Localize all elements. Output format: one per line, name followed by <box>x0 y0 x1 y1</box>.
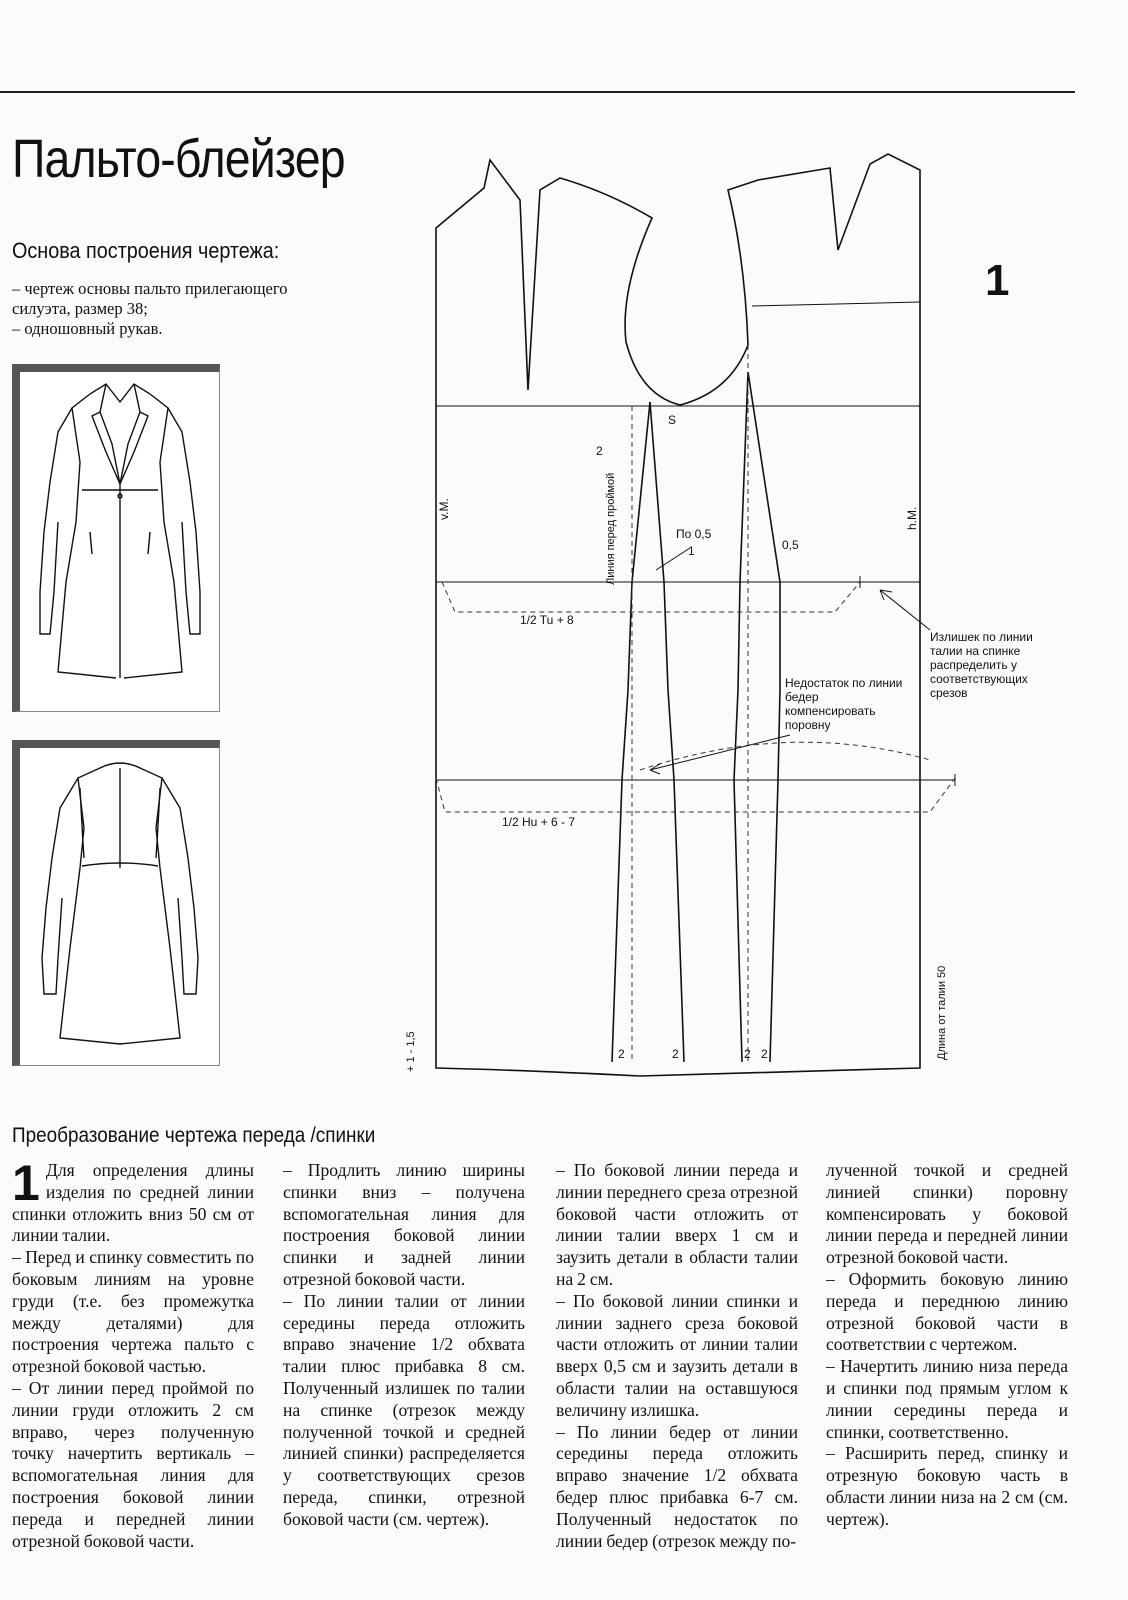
waist-dashed-line <box>442 582 860 612</box>
front-outline <box>436 154 920 1076</box>
shoulder-blade-line <box>752 302 920 306</box>
length-from-waist-label: Длина от талии 50 <box>936 965 948 1060</box>
hem-extension-label: + 1 - 1,5 <box>405 1031 417 1072</box>
paragraph: лученной точкой и средней линией спинки) поровну компенсировать у боковой линии переда и передней линии отрезной боковой части. <box>826 1160 1068 1268</box>
armhole-line-label: Линия перед проймой <box>605 472 617 585</box>
text-column-3 <box>556 1160 798 1600</box>
paragraph: – По боковой линии спинки и линии заднего среза боковой части отложить от линии талии вверх 0,5 см и заузить детали в области талии на оставшуюся величину излишка. <box>556 1290 798 1420</box>
side-panel-front-seam <box>650 402 684 1062</box>
offset-2-label: 2 <box>596 444 603 458</box>
waist-marker <box>860 576 920 588</box>
hip-dashed-line <box>436 778 955 812</box>
waist-excess-arrow <box>880 590 930 630</box>
paragraph: – По боковой линии переда и линии переднего среза отрезной боковой части отложить от линии талии вверх 1 см и заузить детали в области талии на 2 см. <box>556 1160 798 1289</box>
paragraph: – По линии бедер от линии середины переда отложить вправо значение 1/2 обхвата бедер плюс прибавка 6-7 см. Полученный недостаток по линии бедер (отрезок между по- <box>556 1421 798 1551</box>
half-05-label: 0,5 <box>782 538 799 552</box>
paragraph: – Перед и спинку совместить по боковым линиям на уровне груди (т.е. без промежутка между деталями) для построения чертежа пальто с отрезной боковой частью. <box>12 1247 254 1377</box>
center-front-label: v.M. <box>437 498 451 520</box>
paragraph: – Расширить перед, спинку и отрезную боковую часть в области линии низа на 2 см (см. чертеж). <box>826 1443 1068 1529</box>
figure-number: 1 <box>985 256 1010 305</box>
hip-formula-label: 1/2 Hu + 6 - 7 <box>502 815 576 829</box>
waist-excess-note: Излишек по линии талии на спинке распределить у соответствующих срезов <box>930 630 1033 700</box>
hem-offset-label: 2 <box>672 1047 679 1061</box>
hip-marker <box>920 774 955 786</box>
side-panel-back-seam <box>748 372 780 1062</box>
point-s-label: S <box>668 413 677 427</box>
page-title: Пальто-блейзер <box>12 129 345 189</box>
basis-item: – чертеж основы пальто прилегающего <box>12 279 288 298</box>
front-side-seam <box>612 402 650 1062</box>
text-column-1 <box>12 1160 254 1600</box>
paragraph: – Оформить боковую линию переда и переднюю линию отрезной боковой части в соответствии с чертежом. <box>826 1268 1068 1355</box>
basis-item: силуэта, размер 38; <box>12 299 148 318</box>
waist-formula-label: 1/2 Tu + 8 <box>520 613 574 627</box>
paragraph <box>12 1160 254 1247</box>
basis-heading: Основа построения чертежа: <box>12 238 280 263</box>
hem-offset-label: 2 <box>761 1047 768 1061</box>
paragraph: – От линии перед проймой по линии груди отложить 2 см вправо, через полученную точку начертить вертикаль – вспомогательная линия для построения боковой линии переда и передней линии отрезной боковой части. <box>12 1377 254 1551</box>
paragraph-text: Для определения длины изделия по средней линии спинки отложить вниз 50 см от линии талии. <box>12 1160 254 1246</box>
paragraph: – Продлить линию ширины спинки вниз – получена вспомогательная линия для построения боковой линии спинки и задней линии отрезной боковой части. <box>283 1160 525 1289</box>
paragraph: – Начертить линию низа переда и спинки под прямым углом к линии середины переда и спинки, соответственно. <box>826 1356 1068 1442</box>
center-back-label: h.M. <box>905 506 919 530</box>
hip-arc <box>640 742 930 770</box>
drop-cap: 1 <box>12 1160 40 1211</box>
hip-deficit-note: Недостаток по линии бедер компенсировать поровну <box>785 676 903 732</box>
back-side-seam <box>734 372 748 1062</box>
hem-offset-label: 2 <box>618 1047 625 1061</box>
text-column-2 <box>283 1160 525 1600</box>
paragraph: – По линии талии от линии середины переда отложить вправо значение 1/2 обхвата талии плюс прибавка 8 см. Полученный излишек по талии на спинке (отрезок между полученной точкой и средней линией спинки) распределяется у соответствующих срезов переда, спинки, отрезной боковой части (см. чертеж). <box>283 1290 525 1529</box>
text-column-4 <box>826 1160 1068 1600</box>
hem-offset-label: 2 <box>744 1047 751 1061</box>
basis-item: – одношовный рукав. <box>12 319 163 338</box>
po-05-label: По 0,5 <box>676 527 712 541</box>
minus-1-label: 1 <box>688 544 695 558</box>
body-heading: Преобразование чертежа переда /спинки <box>12 1124 376 1147</box>
